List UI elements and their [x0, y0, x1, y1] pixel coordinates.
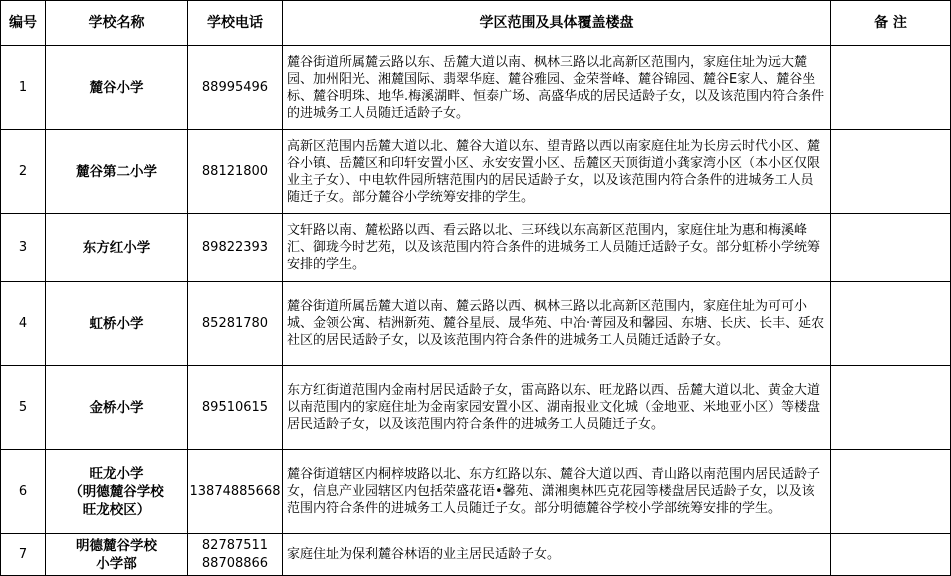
cell-note	[831, 282, 951, 366]
school-name-line: 东方红小学	[82, 239, 151, 256]
cell-phone	[188, 130, 283, 214]
cell-phone	[188, 366, 283, 450]
table-row	[1, 282, 951, 366]
school-name-line: 明德麓谷学校	[76, 537, 157, 554]
cell-note	[831, 450, 951, 534]
cell-num: 1	[1, 46, 46, 130]
school-name-line: （明德麓谷学校	[69, 483, 164, 500]
cell-phone	[188, 534, 283, 576]
phone-number: 89510615	[201, 399, 269, 415]
phone-number: 82787511	[201, 537, 269, 553]
phone-number: 89822393	[201, 239, 269, 255]
school-name-line: 虹桥小学	[89, 315, 144, 332]
cell-district-area: 麓谷街道所属岳麓大道以南、麓云路以西、枫林三路以北高新区范围内，家庭住址为可可小城、金领公寓、桔洲新苑、麓谷星辰、晟华苑、中冶·菁园及和馨园、东塘、长庆、长丰、延农社区的居民适龄子女，以及该范围内符合条件的进城务工人员随迁适龄子女。	[283, 282, 831, 366]
school-name-line: 麓谷小学	[89, 79, 144, 96]
phone-number: 88708866	[201, 555, 269, 571]
cell-district-area: 东方红街道范围内金南村居民适龄子女，雷高路以东、旺龙路以西、岳麓大道以北、黄金大道以南范围内的家庭住址为金南家园安置小区、湖南报业文化城（金地亚、米地亚小区）等楼盘居民适龄子女，以及该范围内符合条件的进城务工人员随迁子女。	[283, 366, 831, 450]
cell-school-name	[46, 534, 188, 576]
header-name: 学校名称	[46, 1, 188, 46]
phone-number: 88121800	[201, 163, 269, 179]
phone-number: 85281780	[201, 315, 269, 331]
cell-school-name	[46, 46, 188, 130]
cell-phone	[188, 450, 283, 534]
cell-num: 5	[1, 366, 46, 450]
cell-district-area: 麓谷街道辖区内桐梓坡路以北、东方红路以东、麓谷大道以西、青山路以南范围内居民适龄子女，信息产业园辖区内包括荣盛花语•馨苑、潇湘奥林匹克花园等楼盘居民适龄子女，以及该范围内符合条件的进城务工人员随迁子女。部分明德麓谷学校小学部统筹安排的学生。	[283, 450, 831, 534]
cell-phone	[188, 46, 283, 130]
cell-school-name	[46, 282, 188, 366]
cell-num: 4	[1, 282, 46, 366]
cell-num: 3	[1, 214, 46, 282]
cell-num: 2	[1, 130, 46, 214]
table-row	[1, 366, 951, 450]
cell-school-name	[46, 450, 188, 534]
table-row	[1, 46, 951, 130]
cell-note	[831, 214, 951, 282]
school-name-line: 金桥小学	[89, 399, 144, 416]
header-phone: 学校电话	[188, 1, 283, 46]
cell-school-name	[46, 214, 188, 282]
header-num: 编号	[1, 1, 46, 46]
cell-note	[831, 534, 951, 576]
phone-number: 88995496	[201, 79, 269, 95]
table-row	[1, 130, 951, 214]
school-name-line: 旺龙校区）	[82, 501, 151, 518]
cell-district-area: 文轩路以南、麓松路以西、看云路以北、三环线以东高新区范围内，家庭住址为惠和梅溪峰汇、御珑今时艺苑，以及该范围内符合条件的进城务工人员随迁适龄子女。部分虹桥小学统筹安排的学生。	[283, 214, 831, 282]
table-row	[1, 214, 951, 282]
cell-phone	[188, 214, 283, 282]
header-note: 备 注	[831, 1, 951, 46]
cell-district-area: 麓谷街道所属麓云路以东、岳麓大道以南、枫林三路以北高新区范围内，家庭住址为远大麓园、加州阳光、湘麓国际、翡翠华庭、麓谷雅园、金荣誉峰、麓谷锦园、麓谷E家人、麓谷坐标、麓谷明珠、地华.梅溪湖畔、恒泰广场、高盛华成的居民适龄子女，以及该范围内符合条件的进城务工人员随迁适龄子女。	[283, 46, 831, 130]
table-row	[1, 450, 951, 534]
phone-number: 13874885668	[189, 483, 281, 499]
cell-num: 6	[1, 450, 46, 534]
cell-school-name	[46, 130, 188, 214]
table-row	[1, 534, 951, 576]
cell-note	[831, 366, 951, 450]
cell-district-area: 家庭住址为保利麓谷林语的业主居民适龄子女。	[283, 534, 831, 576]
header-area: 学区范围及具体覆盖楼盘	[283, 1, 831, 46]
cell-school-name	[46, 366, 188, 450]
cell-district-area: 高新区范围内岳麓大道以北、麓谷大道以东、望青路以西以南家庭住址为长房云时代小区、麓谷小镇、岳麓区和印轩安置小区、永安安置小区、岳麓区天顶街道小龚家湾小区（本小区仅限业主子女）、中电软件园所辖范围内的居民适龄子女，以及该范围内符合条件的进城务工人员随迁子女。部分麓谷小学统筹安排的学生。	[283, 130, 831, 214]
cell-num: 7	[1, 534, 46, 576]
header-row	[1, 1, 951, 46]
cell-note	[831, 130, 951, 214]
cell-note	[831, 46, 951, 130]
school-name-line: 小学部	[96, 555, 137, 572]
school-name-line: 麓谷第二小学	[76, 163, 157, 180]
school-name-line: 旺龙小学	[89, 465, 144, 482]
cell-phone	[188, 282, 283, 366]
table-body	[1, 46, 951, 576]
